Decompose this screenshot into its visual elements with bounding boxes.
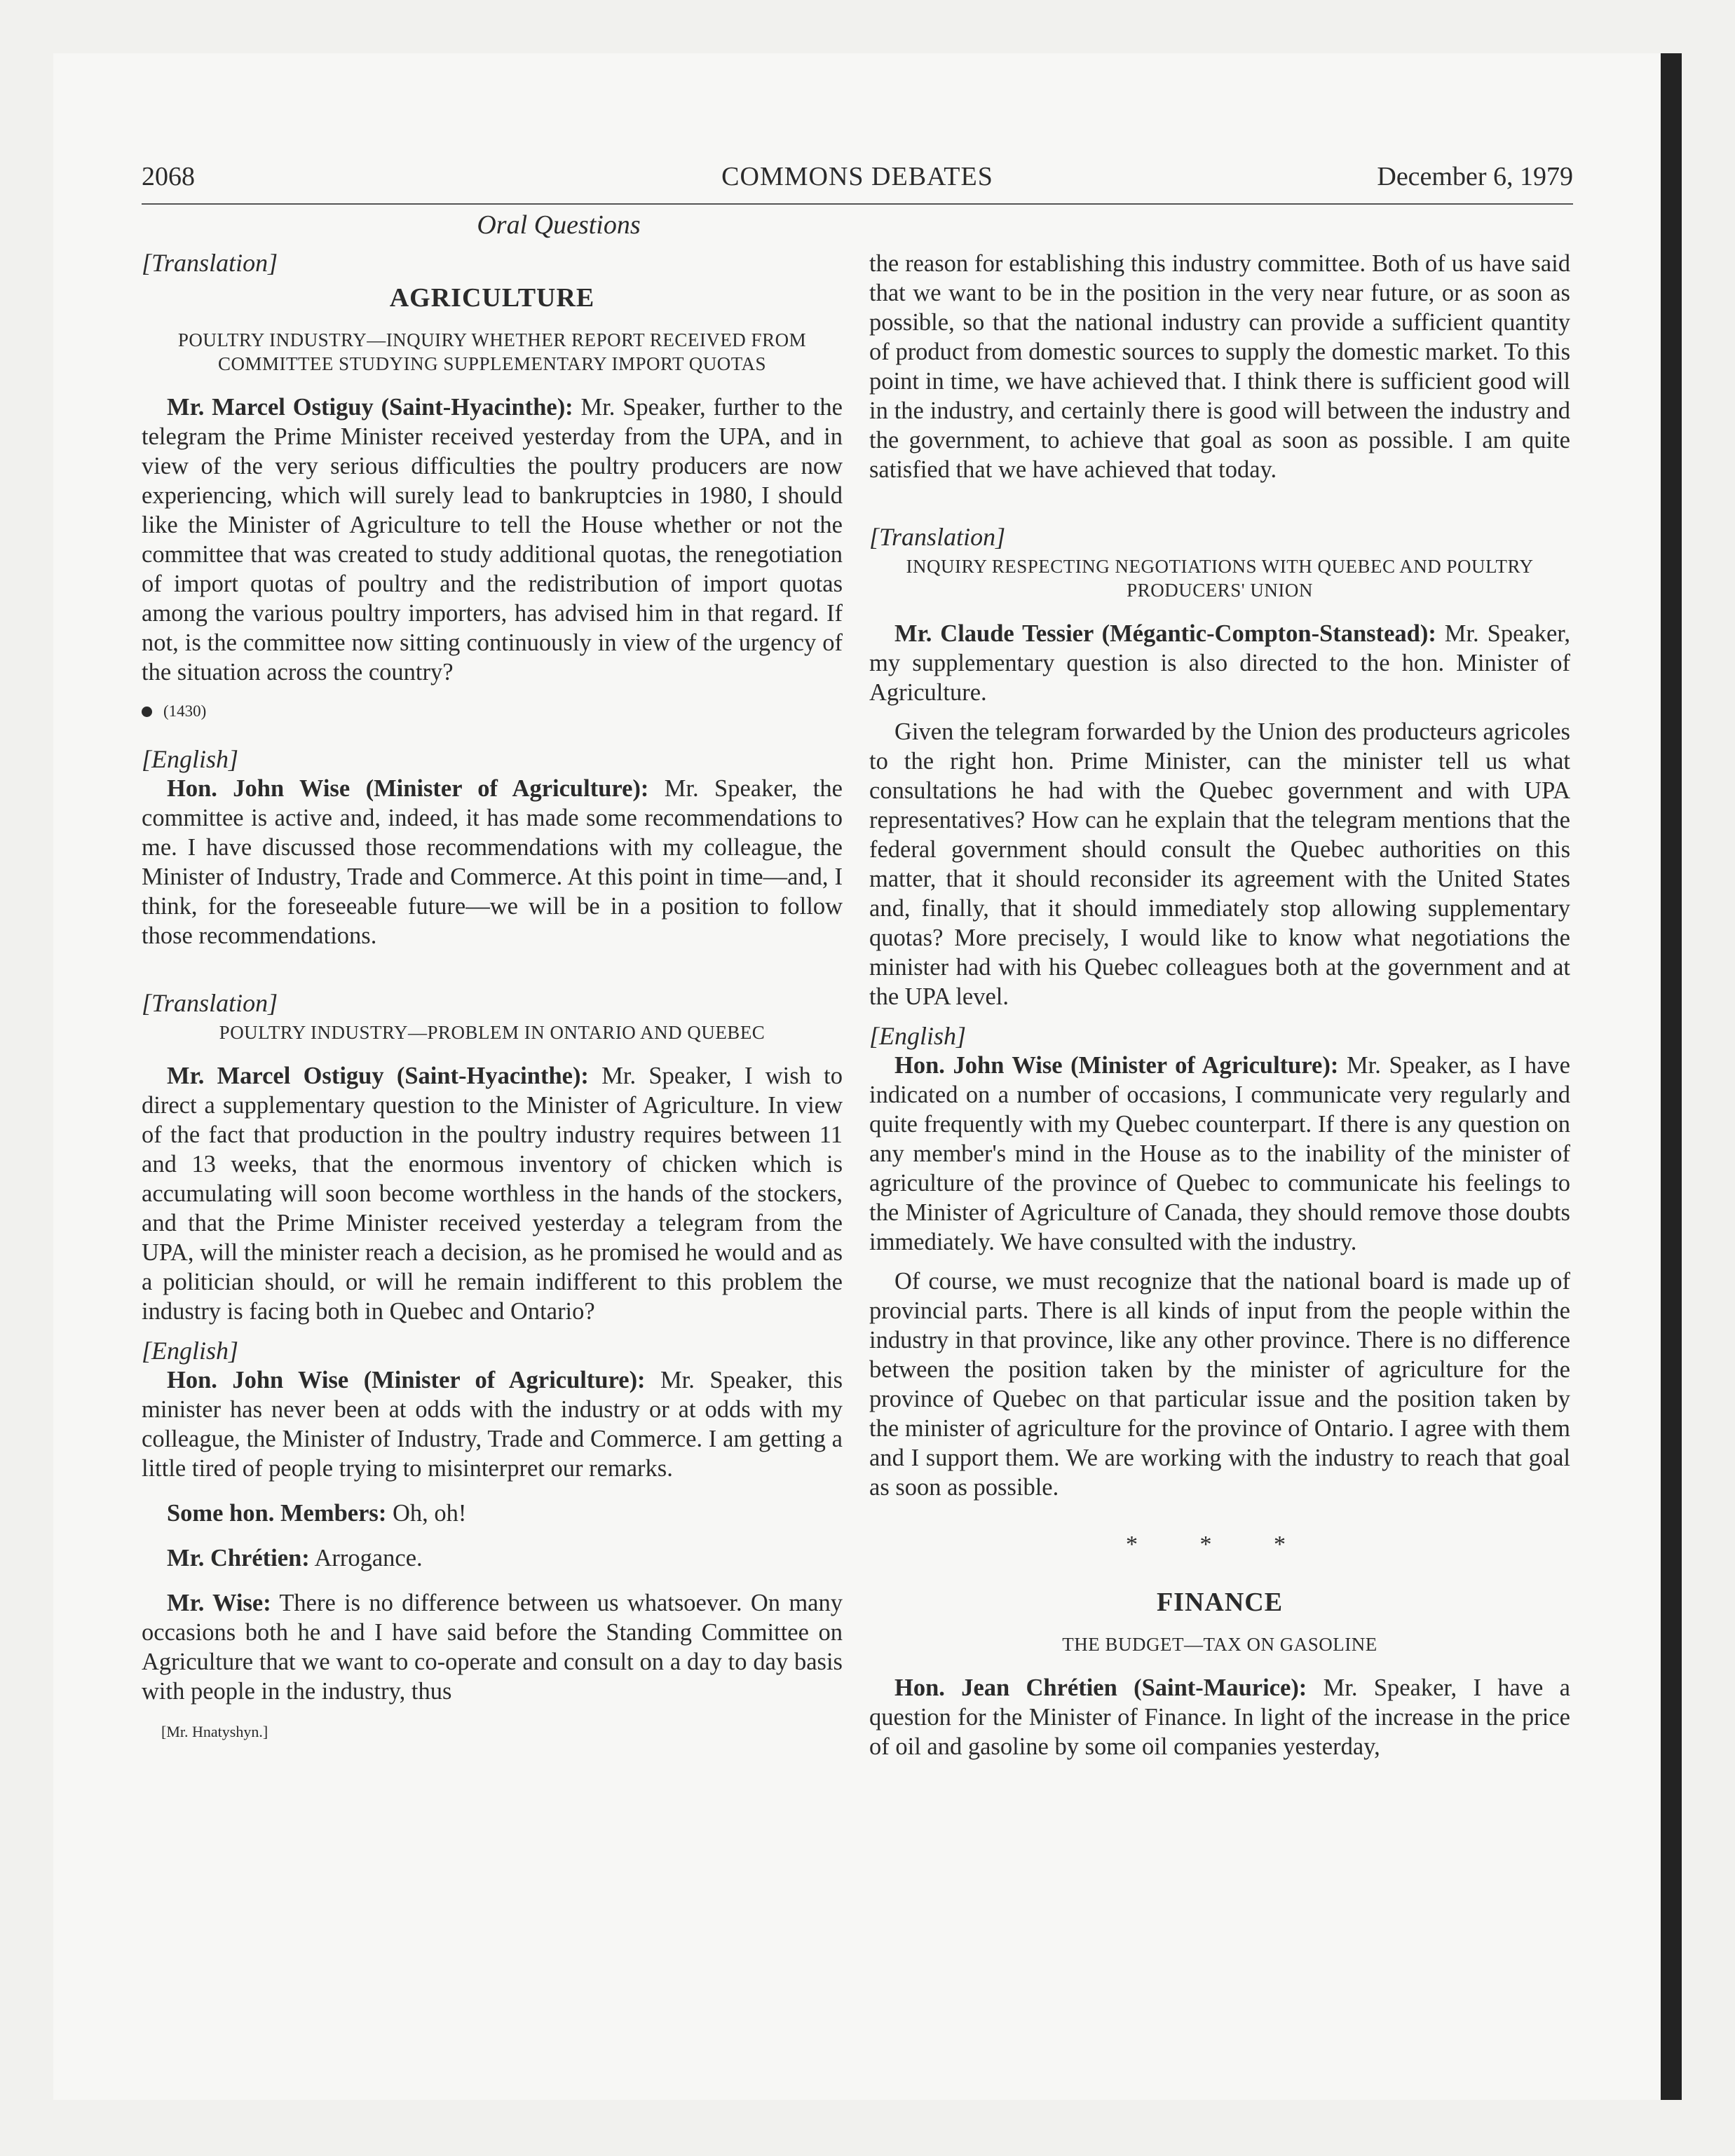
speaker-name: Mr. Marcel Ostiguy (Saint-Hyacinthe): (167, 394, 573, 421)
paragraph (142, 774, 843, 950)
speaker-name: Mr. Wise: (167, 1590, 271, 1616)
publication-title: COMMONS DEBATES (721, 162, 993, 191)
translation-tag: [Translation] (142, 249, 278, 277)
speech-text: Arrogance. (309, 1545, 423, 1571)
speech-text: Mr. Speaker, I have a question for the Minister of Finance. In light of the increase in the price of oil and gasoline by some oil companies yesterday, (869, 1674, 1570, 1760)
subheading: POULTRY INDUSTRY—INQUIRY WHETHER REPORT RECEIVED FROM COMMITTEE STUDYING SUPPLEMENTARY IMPORT QUOTAS (177, 329, 807, 374)
subheading: POULTRY INDUSTRY—PROBLEM IN ONTARIO AND QUEBEC (219, 1022, 766, 1043)
translation-tag: [Translation] (869, 523, 1006, 551)
section-heading-agriculture: AGRICULTURE (389, 283, 595, 313)
bullet-icon (142, 707, 152, 717)
speech-text: Oh, oh! (386, 1500, 467, 1527)
paragraph (142, 1543, 843, 1573)
time-stamp-label: (1430) (163, 702, 207, 720)
paragraph (869, 717, 1570, 1011)
section-separator: * * * (1126, 1531, 1314, 1557)
speech-text: Mr. Speaker, further to the telegram the Prime Minister received yesterday from the UPA, and in view of the very serious difficulties the poultry producers are now experiencing, which will surely lead to bankruptcies in 1980, I should like the Minister of Agriculture to tell the House whether or not the committee that was created to study additional quotas, the renegotiation of import quotas of poultry and the redistribution of import quotas among the various poultry importers, has advised him in that regard. If not, is the committee now sitting continuously in view of the urgency of the situation across the country? (142, 394, 843, 685)
time-stamp (142, 697, 843, 726)
paragraph (869, 1051, 1570, 1257)
speaker-name: Some hon. Members: (167, 1500, 387, 1527)
speaker-name: Hon. John Wise (Minister of Agriculture): (167, 775, 649, 802)
paragraph (142, 1588, 843, 1706)
speech-text: Of course, we must recognize that the national board is made up of provincial parts. There is all kinds of input from the people within the industry in that province, like any other province. There is no difference between the position taken by the minister of agriculture for the province of Quebec on that particular issue and the position taken by the minister of agriculture for the province of Ontario. I agree with them and I support them. We are working with the industry to reach that goal as soon as possible. (869, 1268, 1570, 1501)
running-title: Oral Questions (477, 210, 641, 240)
paragraph (869, 1267, 1570, 1502)
speech-text: Mr. Speaker, I wish to direct a supplementary question to the Minister of Agriculture. In view of the fact that production in the poultry industry requires between 11 and 13 weeks, that the enormous inventory of chicken which is accumulating will soon become worthless in the hands of the stockers, and that the Prime Minister received yesterday a telegram from the UPA, will the minister reach a decision, as he promised he would and as a politician should, or will he remain indifferent to this problem the industry is facing both in Quebec and Ontario? (142, 1063, 843, 1325)
english-tag: [English] (869, 1022, 967, 1050)
translation-tag: [Translation] (142, 989, 278, 1017)
subheading: THE BUDGET—TAX ON GASOLINE (1062, 1634, 1377, 1655)
right-column (869, 249, 1570, 1771)
english-tag: [English] (142, 1337, 239, 1365)
left-column (142, 210, 843, 1747)
speech-text: Given the telegram forwarded by the Union des producteurs agricoles to the right hon. Prime Minister, can the minister tell us what consultations he had with the Quebec government and with UPA representatives? How can he explain that the telegram mentions that the federal government should consult the Quebec authorities on this matter, that it should reconsider its agreement with the United States and, finally, that it should immediately stop allowing supplementary quotas? More precisely, I would like to know what negotiations the minister had with his Quebec colleagues both at the government and at the UPA level. (869, 718, 1570, 1010)
speech-text: the reason for establishing this industry committee. Both of us have said that we want to be in the position in the very near future, or as soon as possible, so that the national industry can provide a sufficient quantity of product from domestic sources to supply the domestic market. To this point in time, we have achieved that. I think there is sufficient good will in the industry, and certainly there is good will between the industry and the government, to achieve that goal as soon as possible. I am quite satisfied that we have achieved that today. (869, 250, 1570, 483)
paragraph (869, 1673, 1570, 1761)
speaker-name: Hon. John Wise (Minister of Agriculture): (894, 1052, 1339, 1079)
page-date: December 6, 1979 (1377, 162, 1573, 191)
paragraph (869, 249, 1570, 484)
speaker-name: Hon. Jean Chrétien (Saint-Maurice): (894, 1674, 1307, 1701)
paragraph (869, 619, 1570, 707)
subheading: INQUIRY RESPECTING NEGOTIATIONS WITH QUEBEC AND POULTRY PRODUCERS' UNION (906, 556, 1534, 601)
scan-edge (1661, 53, 1682, 2100)
paragraph (142, 1061, 843, 1326)
section-heading-finance: FINANCE (1156, 1588, 1284, 1617)
speaker-name: Mr. Claude Tessier (Mégantic-Compton-Stanstead): (894, 620, 1436, 647)
speaker-name: Mr. Marcel Ostiguy (Saint-Hyacinthe): (167, 1063, 589, 1089)
page-header (142, 161, 1573, 205)
english-tag: [English] (142, 745, 239, 773)
footnote: [Mr. Hnatyshyn.] (161, 1723, 268, 1740)
paragraph (142, 1365, 843, 1483)
speech-text: Mr. Speaker, this minister has never been at odds with the industry or at odds with my colleague, the Minister of Industry, Trade and Commerce. I am getting a little tired of people trying to misinterpret our remarks. (142, 1367, 843, 1482)
speaker-name: Mr. Chrétien: (167, 1545, 310, 1571)
speech-text: Mr. Speaker, as I have indicated on a number of occasions, I communicate very regularly and quite frequently with my Quebec counterpart. If there is any question on any member's mind in the House as to the inability of the minister of agriculture of the province of Quebec to communicate his feelings to the Minister of Agriculture of Canada, they should remove those doubts immediately. We have consulted with the industry. (869, 1052, 1570, 1255)
paragraph (142, 393, 843, 687)
paragraph (142, 1499, 843, 1528)
page-number: 2068 (142, 162, 195, 191)
speech-text: There is no difference between us whatsoever. On many occasions both he and I have said before the Standing Committee on Agriculture that we want to co-operate and consult on a day to day basis with people in the industry, thus (142, 1590, 843, 1705)
speech-text: Mr. Speaker, the committee is active and, indeed, it has made some recommendations to me. I have discussed those recommendations with my colleague, the Minister of Industry, Trade and Commerce. At this point in time—and, I think, for the foreseeable future—we will be in a position to follow those recommendations. (142, 775, 843, 949)
speaker-name: Hon. John Wise (Minister of Agriculture): (167, 1367, 646, 1393)
speech-text: Mr. Speaker, my supplementary question is also directed to the hon. Minister of Agriculture. (869, 620, 1570, 706)
